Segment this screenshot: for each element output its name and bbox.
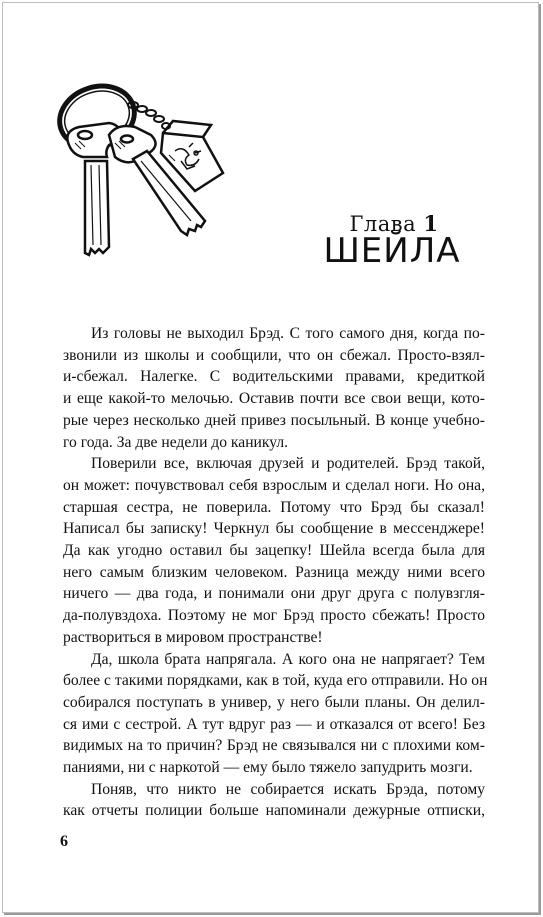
text-line: ничего — два года, и понимали они друг друга с полувзгля- — [63, 585, 485, 603]
text-line: Поверили все, включая друзей и родителей. Брэд такой, — [91, 455, 485, 473]
chapter-body-text — [63, 323, 488, 822]
text-line: Да, школа брата напрягала. А кого она не напрягает? Тем — [91, 650, 485, 668]
text-line: старшая сестра, не поверила. Потому что Брэд бы сказал! — [63, 498, 485, 516]
text-line: он может: почувствовал себя взрослым и сделал ноги. Но она, — [63, 476, 485, 494]
text-line: более с такими порядками, как в той, куда его отправили. Но он — [63, 672, 488, 690]
text-line: го года. За две недели до каникул. — [63, 433, 289, 451]
text-line: него самым близким человеком. Разница между ними всего — [63, 563, 485, 581]
text-line: ся ими с сестрой. А тут вдруг раз — и отказался от всего! Без — [63, 715, 485, 733]
chapter-title: ШЕЙЛА — [323, 231, 461, 271]
book-page — [2, 2, 539, 913]
text-line: да-полувздоха. Поэтому не мог Брэд просто сбежать! Просто — [63, 607, 485, 625]
text-line: раствориться в мировом пространстве! — [63, 628, 323, 646]
text-line: собирался поступать в универ, у него были планы. Он делил- — [63, 693, 485, 711]
text-line: Из головы не выходил Брэд. С того самого дня, когда по- — [91, 325, 485, 342]
chapter-label-word: Глава — [349, 212, 417, 236]
text-line: рые через несколько дней привез посыльный. В конце учебно- — [63, 411, 485, 429]
text-line: Да как угодно оставил бы зацепку! Шейла всегда была для — [63, 542, 485, 560]
text-line: Написал бы записку! Черкнул бы сообщение в мессенджере! — [63, 520, 485, 538]
text-line: звонили из школы и сообщили, что он сбежал. Просто-взял- — [63, 346, 485, 364]
text-line: и еще какой-то мелочью. Оставив почти все свои вещи, кото- — [63, 390, 485, 408]
page-number: 6 — [60, 833, 68, 850]
text-line: и-сбежал. Налегке. С водительскими правами, кредиткой — [63, 368, 485, 386]
text-line: как отчеты полиции больше напоминали дежурные отписки, — [63, 802, 485, 820]
text-line: видимых на то причин? Брэд не связывался ни с плохими ком- — [63, 737, 485, 755]
keychain-keys-icon — [45, 65, 240, 280]
text-line: паниями, ни с наркотой — ему было тяжело запудрить мозги. — [63, 759, 473, 777]
chapter-number: 1 — [423, 211, 439, 236]
text-line: Поняв, что никто не собирается искать Брэда, потому — [91, 780, 485, 798]
